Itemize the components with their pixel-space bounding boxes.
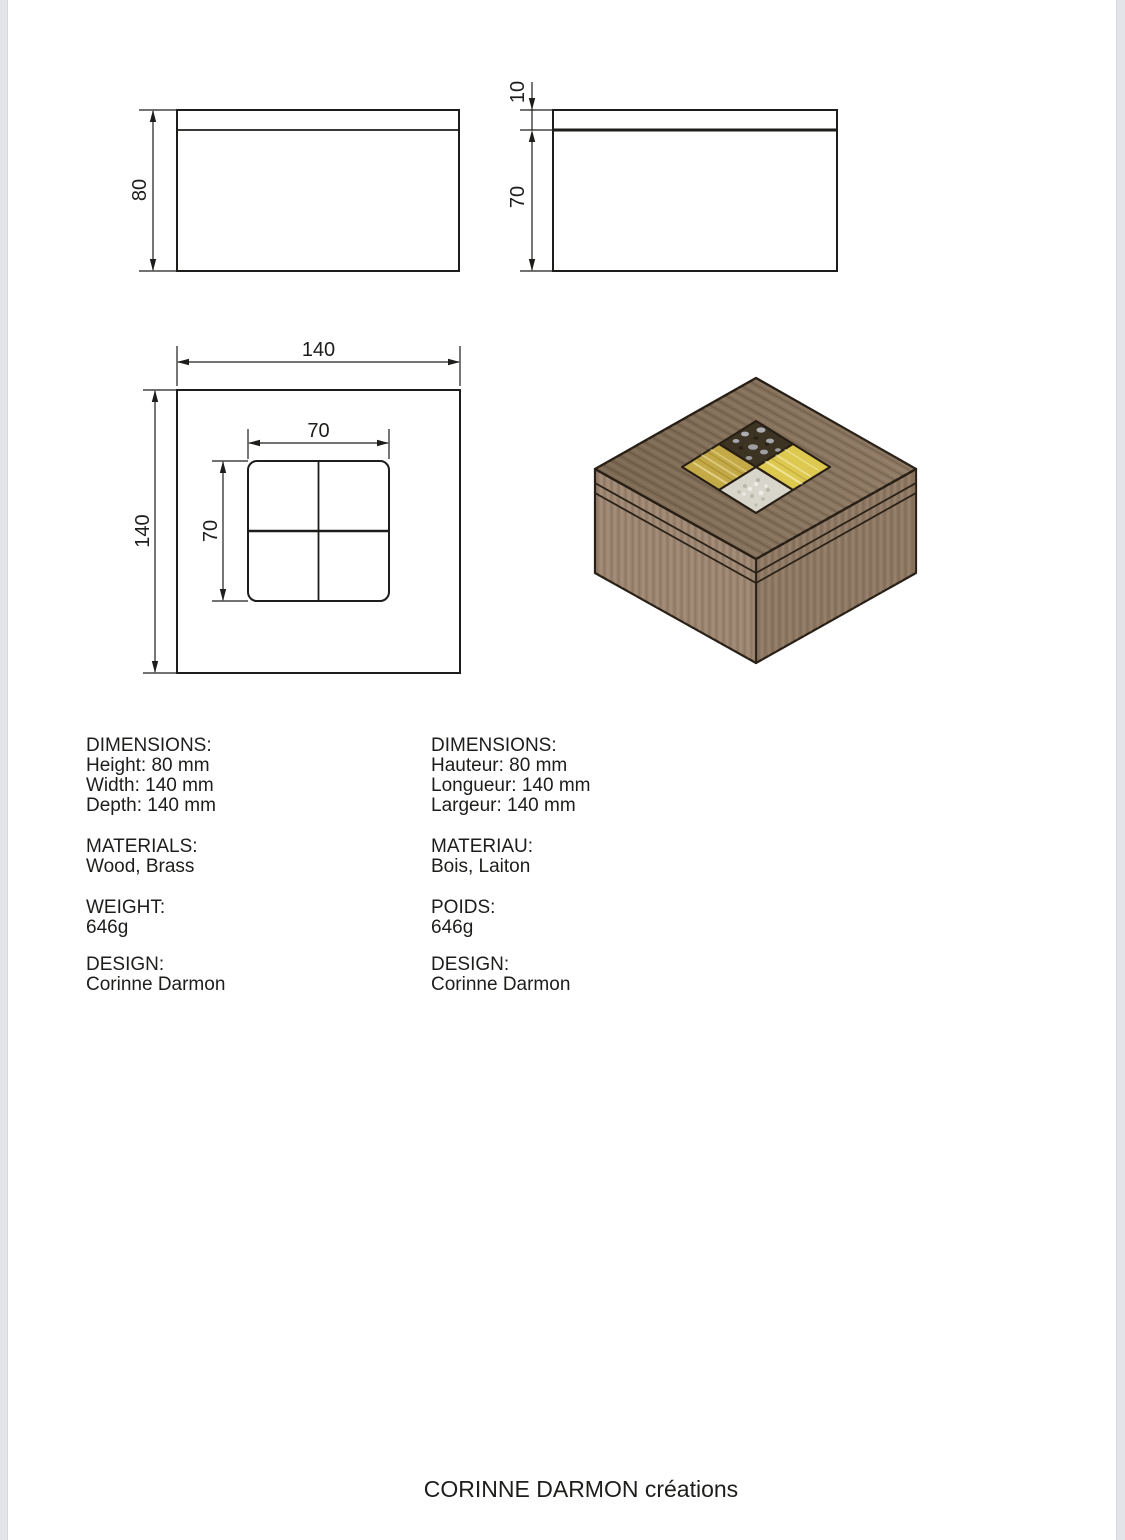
side-view-box-outline xyxy=(553,110,837,271)
specs-en-materials-title: MATERIALS: xyxy=(86,836,198,857)
speck xyxy=(741,432,749,437)
dim-arrow-up xyxy=(152,390,158,402)
plan-width-dimension xyxy=(177,339,460,386)
plan-view xyxy=(132,339,460,673)
front-height-dimension-label: 80 xyxy=(129,178,151,202)
specs-en-weight-block xyxy=(86,898,165,938)
plan-depth-dimension-label: 140 xyxy=(132,514,154,548)
speck xyxy=(746,456,753,460)
specs-en-design-value: Corinne Darmon xyxy=(86,974,226,995)
speck xyxy=(742,492,746,496)
plan-width-dimension-label: 140 xyxy=(301,339,336,361)
plan-depth-dimension xyxy=(132,390,176,673)
specs-en-dimensions-title: DIMENSIONS: xyxy=(86,735,212,756)
front-view-box-outline xyxy=(177,110,459,271)
side-lid-dimension-label: 10 xyxy=(507,80,529,104)
specs-fr-dimensions-block xyxy=(431,736,591,816)
speck xyxy=(733,439,740,443)
specs-fr-weight-block xyxy=(431,898,495,938)
speck xyxy=(765,442,770,445)
speck xyxy=(750,494,754,498)
speck xyxy=(748,487,752,491)
specs-fr-largeur: Largeur: 140 mm xyxy=(431,795,576,816)
specs-fr-design-value: Corinne Darmon xyxy=(431,974,571,995)
specs-fr-dimensions-title: DIMENSIONS: xyxy=(431,735,557,756)
front-height-dimension xyxy=(129,110,176,271)
dim-arrow-down xyxy=(529,259,535,271)
specs-en-design-block xyxy=(86,955,225,995)
speck xyxy=(761,497,765,501)
speck xyxy=(766,488,770,492)
footer-brand: CORINNE DARMON créations xyxy=(423,1476,739,1502)
dim-arrow-left xyxy=(177,359,189,365)
specs-en-weight-title: WEIGHT: xyxy=(86,897,166,918)
front-view xyxy=(129,110,459,271)
specs-fr-longueur: Longueur: 140 mm xyxy=(431,775,591,796)
specs-en-design-title: DESIGN: xyxy=(86,954,165,975)
spec-sheet-page xyxy=(8,0,1116,1540)
side-view xyxy=(507,81,837,271)
dim-arrow-right xyxy=(448,359,460,365)
speck xyxy=(754,482,758,486)
specs-fr-design-title: DESIGN: xyxy=(431,954,510,975)
specs-fr-materials-title: MATERIAU: xyxy=(431,836,534,857)
speck xyxy=(743,484,747,488)
dim-arrow-up xyxy=(150,110,156,122)
specs-en-depth: Depth: 140 mm xyxy=(86,795,216,816)
speck xyxy=(760,450,768,455)
speck xyxy=(737,490,741,494)
isometric-view xyxy=(595,378,916,663)
speck xyxy=(764,484,768,488)
dim-arrow-down xyxy=(152,661,158,673)
side-body-dimension-label: 70 xyxy=(507,185,529,209)
specs-en-dimensions-block xyxy=(86,736,216,816)
dim-arrow-down xyxy=(529,98,535,110)
dim-arrow-down xyxy=(150,259,156,271)
inlay-depth-dimension-label: 70 xyxy=(200,519,222,543)
specs-fr-weight-title: POIDS: xyxy=(431,897,496,918)
specs-en-materials-block xyxy=(86,837,198,877)
inlay-width-dimension-label: 70 xyxy=(307,420,330,442)
specs-en-materials-value: Wood, Brass xyxy=(86,856,195,877)
specs-fr-design-block xyxy=(431,955,570,995)
specs-fr-weight-value: 646g xyxy=(431,917,474,938)
side-lid-dimension xyxy=(507,81,552,271)
speck xyxy=(739,447,743,450)
speck xyxy=(759,491,764,496)
specs-fr-hauteur: Hauteur: 80 mm xyxy=(431,755,568,776)
speck xyxy=(754,503,757,506)
speck xyxy=(754,436,759,439)
specs-en-width: Width: 140 mm xyxy=(86,775,214,796)
speck xyxy=(756,478,760,482)
technical-drawing xyxy=(8,0,1116,720)
dim-arrow-up xyxy=(529,130,535,142)
specs-fr-materials-value: Bois, Laiton xyxy=(431,856,531,877)
specs-en-height: Height: 80 mm xyxy=(86,755,210,776)
speck xyxy=(748,444,758,450)
specs-en-weight-value: 646g xyxy=(86,917,129,938)
specs-fr-materials-block xyxy=(431,837,533,877)
speck xyxy=(757,427,766,432)
